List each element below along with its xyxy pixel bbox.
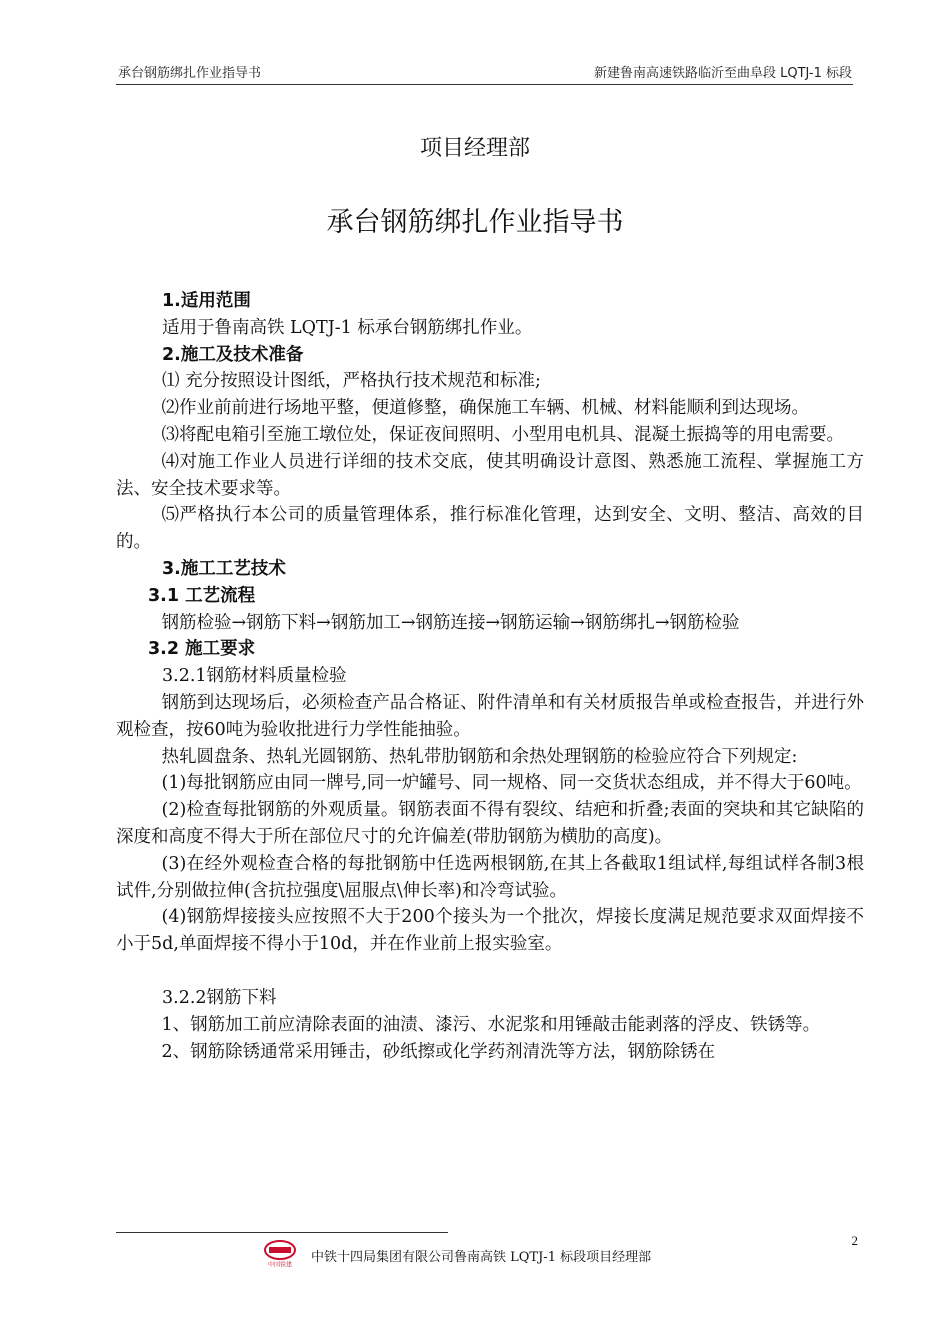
section-3-2-1-para-5: (3)在经外观检查合格的每批钢筋中任选两根钢筋,在其上各截取1组试样,每组试样各制3根试件,分别做拉伸(含抗拉强度\屈服点\伸长率)和冷弯试验。 <box>116 853 864 901</box>
document-org: 项目经理部 <box>419 136 530 161</box>
section-3-2-1-para-2: 热轧圆盘条、热轧光圆钢筋、热轧带肋钢筋和余热处理钢筋的检验应符合下列规定: <box>161 746 798 767</box>
section-2-item-5: ⑸严格执行本公司的质量管理体系，推行标准化管理，达到安全、文明、整洁、高效的目的。 <box>116 505 864 553</box>
section-3-heading: 3.施工工艺技术 <box>162 558 286 579</box>
page-number: 2 <box>851 1233 858 1248</box>
document-body <box>116 288 864 1065</box>
header-right-title: 新建鲁南高速铁路临沂至曲阜段 LQTJ-1 标段 <box>593 66 852 81</box>
section-3-1-heading: 3.1 工艺流程 <box>148 585 256 606</box>
footer-text: 中铁十四局集团有限公司鲁南高铁 LQTJ-1 标段项目经理部 <box>311 1250 652 1265</box>
section-3-2-1-para-1: 钢筋到达现场后，必须检查产品合格证、附件清单和有关材质报告单或检查报告，并进行外观检查，按60吨为验收批进行力学性能抽验。 <box>116 692 864 740</box>
paragraph-gap <box>116 958 864 985</box>
header-left-title: 承台钢筋绑扎作业指导书 <box>118 66 262 81</box>
section-3-2-1-para-6: (4)钢筋焊接接头应按照不大于200个接头为一个批次，焊接长度满足规范要求双面焊接不小于5d,单面焊接不得小于10d，并在作业前上报实验室。 <box>116 907 864 955</box>
section-2-item-1: ⑴ 充分按照设计图纸，严格执行技术规范和标准; <box>162 371 541 392</box>
crcc-logo-icon <box>263 1239 297 1269</box>
section-2-item-4: ⑷对施工作业人员进行详细的技术交底，使其明确设计意图、熟悉施工流程、掌握施工方法、安全技术要求等。 <box>116 451 864 499</box>
section-2-heading: 2.施工及技术准备 <box>162 344 304 365</box>
footer-divider <box>116 1232 448 1233</box>
section-3-2-1-para-4: (2)检查每批钢筋的外观质量。钢筋表面不得有裂纹、结疤和折叠;表面的突块和其它缺陷的深度和高度不得大于所在部位尺寸的允许偏差(带肋钢筋为横肋的高度)。 <box>116 800 864 847</box>
section-3-2-1-para-3: (1)每批钢筋应由同一牌号,同一炉罐号、同一规格、同一交货状态组成，并不得大于60吨。 <box>161 773 862 794</box>
header-divider <box>116 84 853 85</box>
section-3-2-2-para-2: 2、钢筋除锈通常采用锤击，砂纸擦或化学药剂清洗等方法，钢筋除锈在 <box>161 1041 716 1062</box>
section-2-item-2: ⑵作业前前进行场地平整，便道修整，确保施工车辆、机械、材料能顺利到达现场。 <box>161 398 809 419</box>
section-2-item-3: ⑶将配电箱引至施工墩位处，保证夜间照明、小型用电机具、混凝土振捣等的用电需要。 <box>161 424 844 445</box>
section-3-1-text: 钢筋检验→钢筋下料→钢筋加工→钢筋连接→钢筋运输→钢筋绑扎→钢筋检验 <box>161 612 740 633</box>
section-3-2-2-para-1: 1、钢筋加工前应清除表面的油渍、漆污、水泥浆和用锤敲击能剥落的浮皮、铁锈等。 <box>161 1014 821 1035</box>
section-3-2-1-heading: 3.2.1钢筋材料质量检验 <box>162 666 347 687</box>
section-3-2-heading: 3.2 施工要求 <box>148 639 256 660</box>
section-3-2-2-heading: 3.2.2钢筋下料 <box>162 987 277 1008</box>
document-title: 承台钢筋绑扎作业指导书 <box>326 207 624 238</box>
logo-text: 中国铁建 <box>267 1261 293 1269</box>
section-1-heading: 1.适用范围 <box>162 291 251 311</box>
section-1-text: 适用于鲁南高铁 LQTJ-1 标承台钢筋绑扎作业。 <box>162 317 533 338</box>
